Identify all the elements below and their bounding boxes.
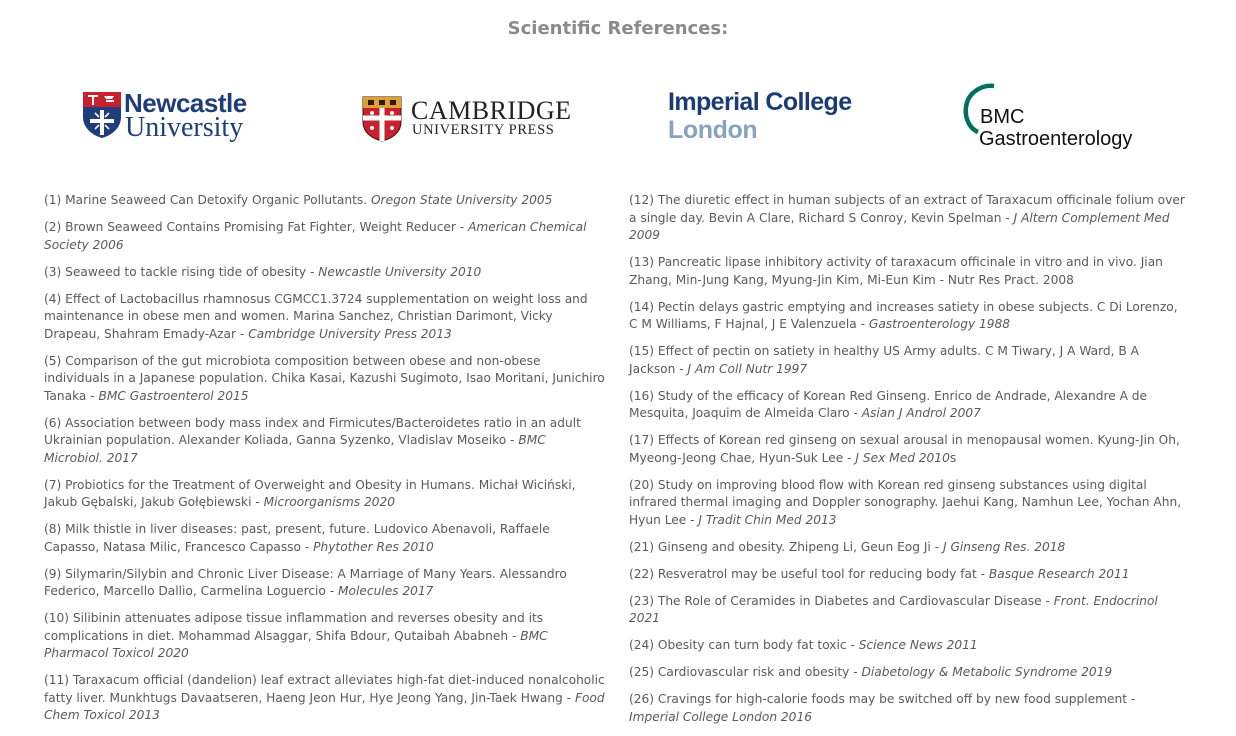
reference-item: [44, 566, 606, 601]
reference-source: J Altern Complement Med 2009: [629, 210, 1170, 242]
reference-text: (10) Silibinin attenuates adipose tissue inflammation and reverses obesity and its complications in diet. Mohammad Alsaggar, Shifa Bdour, Qutaibah Ababneh -: [44, 611, 544, 643]
reference-source: Microorganisms 2020: [263, 495, 395, 509]
reference-text: (17) Effects of Korean red ginseng on sexual arousal in menopausal women. Kyung-Jin Oh, Myeong-Jeong Chae, Hyun-Suk Lee -: [629, 433, 1180, 465]
reference-item: [44, 477, 606, 512]
newcastle-wordmark-line2: University: [125, 112, 244, 143]
reference-source: J Tradit Chin Med 2013: [698, 512, 837, 527]
references-left-column: [44, 192, 606, 734]
reference-text: (11) Taraxacum official (dandelion) leaf extract alleviates high-fat diet-induced nonalcoholic fatty liver. Munkhtugs Davaatseren, Haeng Jeon Hur, Hye Jeong Yang, Jin-Taek Hwang -: [44, 673, 605, 705]
reference-text: (20) Study on improving blood flow with Korean red ginseng substances using digital infrared thermal imaging and Doppler sonography. Jaehui Kang, Namhun Lee, Yochan Ahn, Hyun Lee -: [629, 477, 1182, 527]
reference-text: (9) Silymarin/Silybin and Chronic Liver Disease: A Marriage of Many Years. Alessandro Federico, Marcello Dallio, Carmelina Loguercio -: [44, 566, 567, 598]
reference-text: (5) Comparison of the gut microbiota composition between obese and non-obese individuals in a Japanese population. Chika Kasai, Kazushi Sugimoto, Isao Moritani, Junichiro Tanaka -: [44, 353, 605, 403]
reference-source: Science News 2011: [858, 638, 978, 652]
reference-item: [629, 593, 1189, 628]
reference-item: [629, 299, 1189, 334]
reference-source: Newcastle University 2010: [318, 264, 482, 279]
reference-source: American Chemical Society 2006: [44, 220, 587, 252]
reference-text: (25) Cardiovascular risk and obesity -: [629, 665, 858, 679]
reference-source: Food Chem Toxicol 2013: [44, 690, 605, 722]
imperial-wordmark-line2: London: [668, 116, 758, 144]
logo-row: [0, 78, 1236, 158]
references-right-column: [629, 192, 1189, 736]
cambridge-wordmark-line2: UNIVERSITY PRESS: [412, 122, 555, 138]
reference-text: (4) Effect of Lactobacillus rhamnosus CGMCC1.3724 supplementation on weight loss and maintenance in obese men and women. Marina Sanchez, Christian Darimont, Vicky Drapeau, Shahram Emady-Azar -: [44, 291, 588, 341]
reference-text: (12) The diuretic effect in human subjects of an extract of Taraxacum officinale folium over a single day. Bevin A Clare, Richard S Conroy, Kevin Spelman -: [629, 193, 1185, 225]
reference-source: BMC Pharmacol Toxicol 2020: [44, 628, 548, 660]
reference-source: Diabetology & Metabolic Syndrome 2019: [861, 665, 1113, 679]
reference-item: [629, 432, 1189, 467]
reference-item: [629, 539, 1189, 557]
reference-text: (15) Effect of pectin on satiety in healthy US Army adults. C M Tiwary, J A Ward, B A Jackson -: [629, 344, 1139, 376]
reference-source: Asian J Androl 2007: [861, 406, 981, 420]
reference-item: [629, 343, 1189, 378]
reference-item: [629, 254, 1189, 289]
newcastle-wordmark-line1: Newcastle: [124, 88, 247, 118]
reference-source: Basque Research 2011: [988, 566, 1130, 581]
reference-item: [629, 664, 1189, 682]
reference-text: (14) Pectin delays gastric emptying and increases satiety in obese subjects. C Di Lorenzo, C M Williams, F Hajnal, J E Valenzuela -: [629, 299, 1178, 331]
reference-source: Imperial College London 2016: [629, 709, 812, 724]
reference-item: [44, 415, 606, 468]
cambridge-crest-icon: [362, 96, 402, 142]
reference-text: (23) The Role of Ceramides in Diabetes and Cardiovascular Disease -: [629, 593, 1050, 608]
bmc-wordmark-line1: BMC: [980, 106, 1025, 128]
reference-source: J Sex Med 2010: [855, 450, 950, 465]
bmc-wordmark-line2: Gastroenterology: [979, 128, 1133, 150]
reference-text: (3) Seaweed to tackle rising tide of obesity -: [44, 264, 315, 279]
reference-text: (21) Ginseng and obesity. Zhipeng Li, Geun Eog Ji -: [629, 539, 940, 554]
reference-text: (7) Probiotics for the Treatment of Overweight and Obesity in Humans. Michał Wiciński, Jakub Gębalski, Jakub Gołębiewski -: [44, 477, 576, 509]
reference-item: [629, 388, 1189, 423]
newcastle-shield-icon: [82, 91, 122, 139]
reference-text: (24) Obesity can turn body fat toxic -: [629, 638, 855, 652]
reference-text: (16) Study of the efficacy of Korean Red Ginseng. Enrico de Andrade, Alexandre A de Mesquita, Joaquim de Almeida Claro -: [629, 388, 1148, 420]
reference-source: Phytother Res 2010: [313, 539, 434, 554]
reference-text: (8) Milk thistle in liver diseases: past, present, future. Ludovico Abenavoli, Raffaele Capasso, Natasa Milic, Francesco Capasso -: [44, 522, 550, 554]
reference-source: BMC Microbiol. 2017: [44, 433, 546, 465]
reference-source: Gastroenterology 1988: [868, 317, 1011, 331]
reference-item: [44, 192, 606, 210]
reference-text: (1) Marine Seaweed Can Detoxify Organic Pollutants.: [44, 193, 368, 207]
reference-text: (6) Association between body mass index and Firmicutes/Bacteroidetes ratio in an adult Ukrainian population. Alexander Koliada, Ganna Syzenko, Vladislav Moseiko -: [44, 415, 581, 447]
reference-item: [44, 264, 606, 282]
reference-text: (13) Pancreatic lipase inhibitory activity of taraxacum officinale in vitro and in vivo. Jian Zhang, Min-Jung Kang, Myung-Jin Kim, Mi-Eun Kim - Nutr Res Pract. 2008: [629, 255, 1163, 287]
reference-item: [44, 219, 606, 254]
reference-text: (26) Cravings for high-calorie foods may be switched off by new food supplement -: [629, 692, 1136, 706]
section-heading: Scientific References:: [507, 18, 729, 39]
reference-item: [44, 353, 606, 406]
reference-item: [629, 477, 1189, 530]
reference-text: (2) Brown Seaweed Contains Promising Fat Fighter, Weight Reducer -: [44, 220, 465, 234]
reference-source: J Am Coll Nutr 1997: [687, 361, 808, 376]
reference-item: [629, 566, 1189, 584]
reference-item: [44, 521, 606, 556]
reference-source: Cambridge University Press 2013: [248, 326, 452, 341]
reference-text: (22) Resveratrol may be useful tool for reducing body fat -: [629, 566, 986, 581]
reference-source: Front. Endocrinol 2021: [629, 593, 1158, 625]
reference-suffix: s: [949, 450, 957, 465]
reference-item: [629, 691, 1189, 726]
cambridge-wordmark-line1: CAMBRIDGE: [411, 96, 572, 125]
reference-source: J Ginseng Res. 2018: [942, 539, 1066, 554]
bmc-gastroenterology-logo: [960, 82, 1160, 152]
reference-item: [44, 291, 606, 344]
cambridge-university-press-logo: [362, 96, 577, 142]
reference-item: [44, 672, 606, 725]
reference-source: Oregon State University 2005: [370, 193, 553, 207]
reference-source: BMC Gastroenterol 2015: [98, 388, 249, 403]
reference-item: [44, 610, 606, 663]
reference-item: [629, 637, 1189, 655]
imperial-wordmark-line1: Imperial College: [668, 88, 852, 116]
reference-item: [629, 192, 1189, 245]
reference-source: Molecules 2017: [338, 584, 434, 598]
newcastle-university-logo: [82, 90, 272, 146]
imperial-college-london-logo: [668, 88, 858, 148]
